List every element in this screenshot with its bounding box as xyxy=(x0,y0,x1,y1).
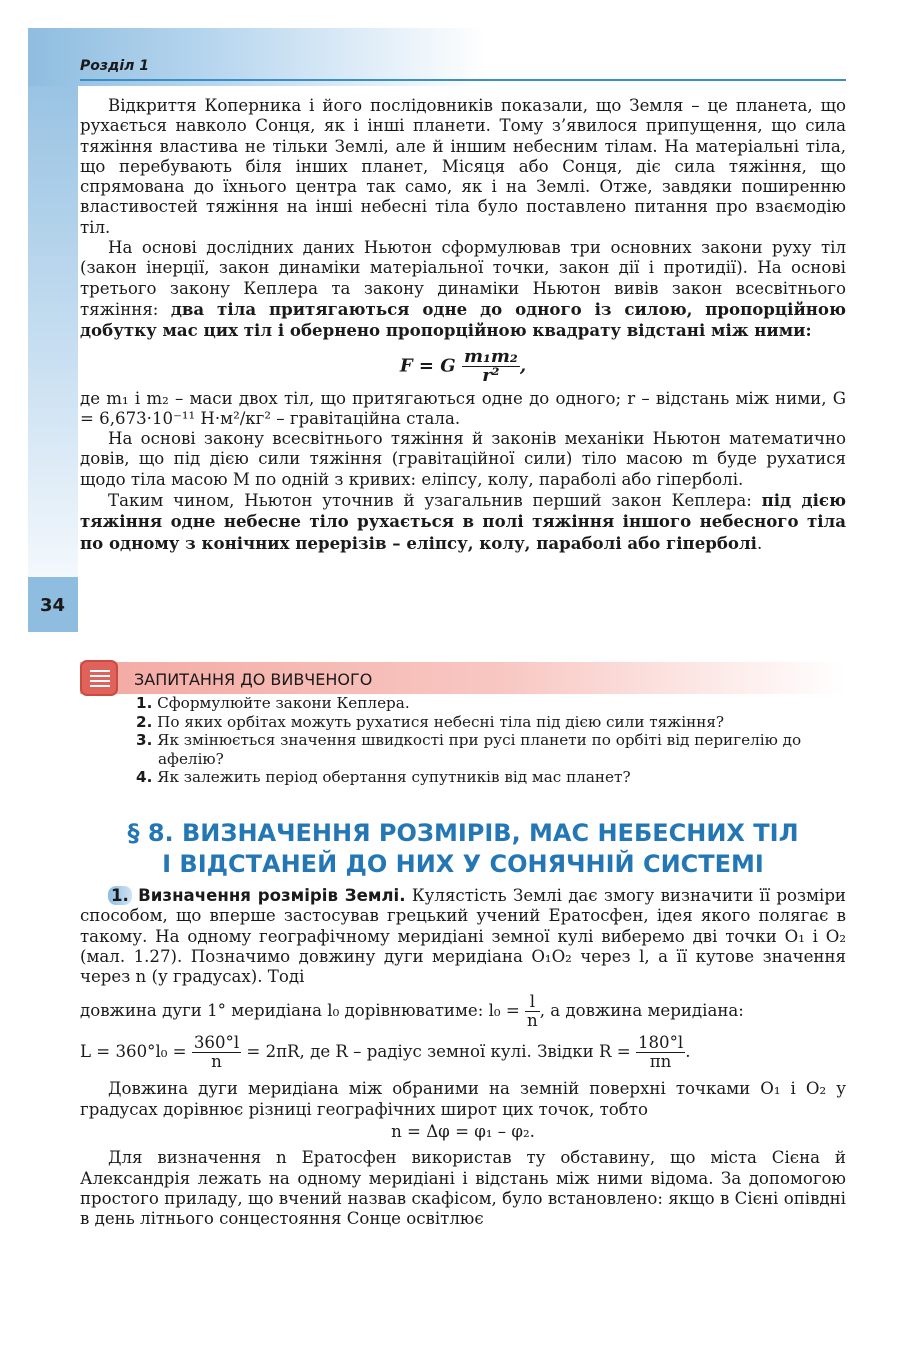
page-number: 34 xyxy=(40,595,66,616)
section-title: § 8. ВИЗНАЧЕННЯ РОЗМІРІВ, МАС НЕБЕСНИХ ТІЛ І ВІДСТАНЕЙ ДО НИХ У СОНЯЧНІЙ СИСТЕМІ xyxy=(127,819,799,878)
fraction: $\frac{180^\circ l}{\pi n}$ xyxy=(637,1033,684,1072)
gravity-formula: F = G $\frac{\text{m₁m₂}}{\text{r²}}$ , xyxy=(399,345,527,386)
subsection-heading: Визначення розмірів Землі. xyxy=(138,886,406,905)
subsection-number: 1. xyxy=(108,886,132,905)
body-text-bottom xyxy=(80,886,846,1230)
paragraph-copernicus: Відкриття Коперника і його послідовників показали, що Земля – це планета, що рухається навколо Сонця, як і інші планети. Тому з’явилося припущення, що сила тяжіння властива не тільки Землі, але й іншим небесним тілам. На матеріальні тіла, що перебувають біля інших планет, Місяця або Сонця, діє сила тяжіння, що спрямована до їхнього центра так само, як і на Землі. Отже, завдяки поширенню властивостей тяжіння на інші небесні тіла було поставлено питання про взаємодію тіл. xyxy=(80,96,846,237)
paragraph-variables: де m₁ і m₂ – маси двох тіл, що притягаються одне до одного; r – відстань між ними, G = 6,673·10⁻¹¹ Н·м²/кг² – гравітаційна стала. xyxy=(80,388,846,428)
list-item: 4. Як залежить період обертання супутників від мас планет? xyxy=(136,768,631,787)
section-label: Розділ 1 xyxy=(80,58,149,74)
fraction: $\frac{360^\circ l}{n}$ xyxy=(193,1033,240,1072)
list-item: 1. Сформулюйте закони Кеплера. xyxy=(136,694,410,712)
side-strip xyxy=(28,28,78,638)
page-number-tab xyxy=(28,577,78,632)
list-item: 2. По яких орбітах можуть рухатися небесні тіла під дією сили тяжіння? xyxy=(136,712,725,731)
latitude-formula: n = Δφ = φ₁ – φ₂. xyxy=(391,1122,535,1142)
meridian-line: довжина дуги 1° меридіана l₀ дорівнюватиме: l₀ = $\frac{l}{n}$ , а довжина меридіана: xyxy=(80,992,744,1031)
paragraph-conic: На основі закону всесвітнього тяжіння й законів механіки Ньютон математично довів, що під дією сили тяжіння (гравітаційної сили) тіло масою m буде рухатися щодо тіла масою M по одній з кривих: еліпсу, колу, параболі або гіперболі. xyxy=(80,429,846,489)
paragraph-eratosthenes: Для визначення n Ератосфен використав ту обставину, що міста Сієна й Александрія лежать на одному меридіані і відстань між ними відома. За допомогою простого приладу, що вчений назвав скафісом, було встановлено: якщо в Сієні опівдні в день літнього сонцестояння Сонце освітлює xyxy=(80,1148,846,1229)
paragraph-newton-law: На основі дослідних даних Ньютон сформулював три основних закони руху тіл (закон інерції, закон динаміки матеріальної точки, закон дії і протидії). На основі третього закону Кеплера та закону динаміки Ньютон вивів закон всесвітнього тяжіння: два тіла притягаються одне до одного із силою, пропорційною добутку мас цих тіл і обернено пропорційною квадрату відстані між ними: xyxy=(80,238,846,341)
paragraph-earth-size: 1. Визначення розмірів Землі. Кулястість Землі дає змогу визначити її розміри способом, що вперше застосував грецький учений Ератосфен, ідея якого полягає в такому. На одному географічному меридіані земної кулі виберемо дві точки O₁ і O₂ (мал. 1.27). Позначимо довжину дуги меридіана O₁O₂ через l, а її кутове значення через n (у градусах). Тоді xyxy=(80,886,846,987)
paragraph-kepler-refined: Таким чином, Ньютон уточнив й узагальнив перший закон Кеплера: під дією тяжіння одне небесне тіло рухається в полі тяжіння іншого небесного тіла по одному з конічних перерізів – еліпсу, колу, параболі або гіперболі. xyxy=(80,490,846,553)
paragraph-latitude: Довжина дуги меридіана між обраними на земній поверхні точками O₁ і O₂ у градусах дорівнює різниці географічних широт цих точок, тобто xyxy=(80,1079,846,1119)
fraction: $\frac{l}{n}$ xyxy=(527,992,538,1031)
list-icon xyxy=(80,660,118,696)
list-item: 3. Як змінюється значення швидкості при русі планети по орбіті від перигелію до афелію? xyxy=(136,731,802,768)
questions-title: ЗАПИТАННЯ ДО ВИВЧЕНОГО xyxy=(134,670,373,689)
refined-law: під дією тяжіння одне небесне тіло рухається в полі тяжіння іншого небесного тіла по одному з конічних перерізів – еліпсу, колу, параболі або гіперболі xyxy=(80,490,846,553)
questions-list xyxy=(136,694,846,787)
formula-fraction: $\frac{\text{m₁m₂}}{\text{r²}}$ xyxy=(463,345,518,386)
law-statement: два тіла притягаються одне до одного із силою, пропорційною добутку мас цих тіл і обернено пропорційною квадрату відстані між ними: xyxy=(80,298,846,341)
header-rule xyxy=(80,79,846,81)
radius-line: L = 360°l₀ = $\frac{360^\circ l}{n}$ = 2πR, де R – радіус земної кулі. Звідки R = $\frac{180^\circ l}{\pi n}$ . xyxy=(80,1033,691,1072)
header-band xyxy=(28,28,488,86)
body-text-top xyxy=(80,96,846,554)
